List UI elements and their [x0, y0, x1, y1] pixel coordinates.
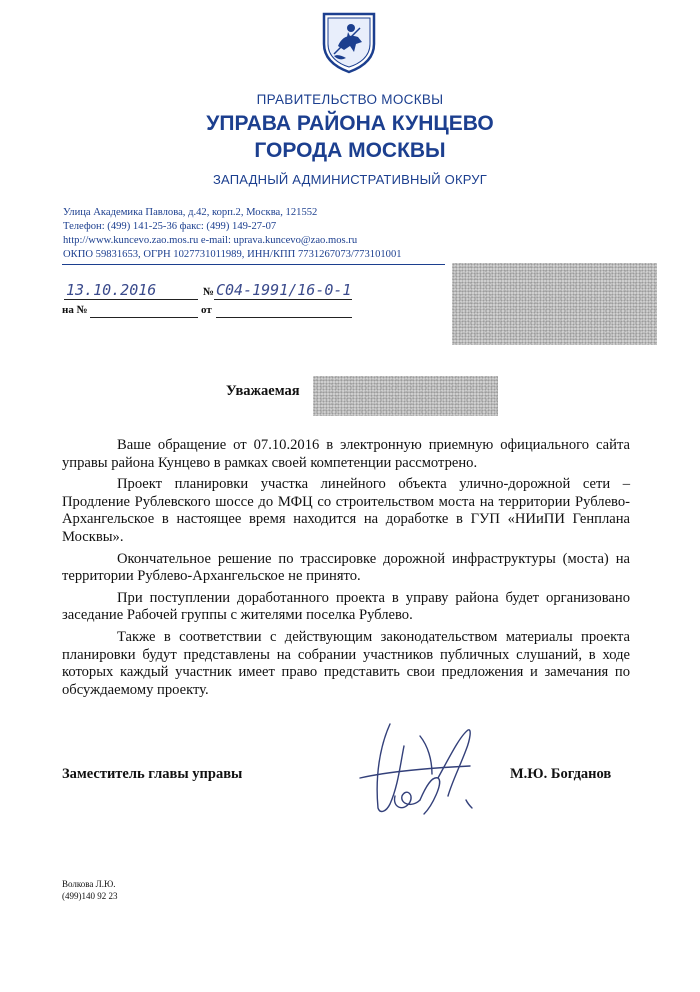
organization-name-line1: УПРАВА РАЙОНА КУНЦЕВО	[206, 112, 494, 135]
address-line: Улица Академика Павлова, д.42, корп.2, Москва, 121552	[63, 207, 318, 218]
registration-number-label: №	[203, 286, 215, 298]
letter-body	[62, 437, 630, 703]
government-name: ПРАВИТЕЛЬСТВО МОСКВЫ	[256, 92, 444, 107]
organization-name-line2: ГОРОДА МОСКВЫ	[254, 139, 446, 162]
district-name: ЗАПАДНЫЙ АДМИНИСТРАТИВНЫЙ ОКРУГ	[212, 172, 488, 187]
executor-phone: (499)140 92 23	[62, 891, 118, 901]
registration-date: 13.10.2016	[66, 281, 157, 299]
redacted-recipient-name	[313, 376, 498, 416]
signer-position: Заместитель главы управы	[62, 766, 243, 782]
signer-name: М.Ю. Богданов	[510, 766, 612, 782]
date-underline	[64, 299, 198, 300]
reply-to-number-label: на №	[62, 304, 88, 316]
reply-to-date-label: от	[201, 304, 212, 316]
phone-fax-line: Телефон: (499) 141-25-36 факс: (499) 149-27-07	[63, 221, 277, 232]
moscow-coat-of-arms-icon	[320, 10, 378, 74]
registration-number: С04-1991/16-0-1	[216, 281, 352, 299]
header-divider	[62, 264, 445, 265]
body-paragraph: При поступлении доработанного проекта в управу района будет организовано заседание Рабочей группы с жителями поселка Рублево.	[62, 589, 630, 624]
reply-date-underline	[216, 317, 352, 318]
registry-codes-line: ОКПО 59831653, ОГРН 1027731011989, ИНН/КПП 7731267073/773101001	[63, 249, 402, 260]
body-paragraph: Окончательное решение по трассировке дорожной инфраструктуры (моста) на территории Рублево-Архангельское не принято.	[62, 550, 630, 585]
redacted-addressee-block	[452, 263, 657, 345]
web-email-line: http://www.kuncevo.zao.mos.ru e-mail: uprava.kuncevo@zao.mos.ru	[63, 235, 358, 246]
executor-info	[62, 878, 118, 902]
handwritten-signature	[320, 716, 495, 826]
greeting: Уважаемая	[226, 383, 300, 399]
body-paragraph: Ваше обращение от 07.10.2016 в электронную приемную официального сайта управы района Кунцево в рамках своей компетенции рассмотрено.	[62, 437, 630, 471]
body-paragraph: Также в соответствии с действующим законодательством материалы проекта планировки будут представлены на собрании участников публичных слушаний, в ходе которых каждый участник имеет право представить свои предложения и замечания по обсуждаемому проекту.	[62, 628, 630, 698]
executor-name: Волкова Л.Ю.	[62, 879, 116, 889]
reply-number-underline	[90, 317, 198, 318]
body-paragraph: Проект планировки участка линейного объекта улично-дорожной сети – Продление Рублевского шоссе до МФЦ со строительством моста на территории Рублево-Архангельское в настоящее время находится на доработке в ГУП «НИиПИ Генплана Москвы».	[62, 476, 630, 545]
number-underline	[214, 299, 352, 300]
